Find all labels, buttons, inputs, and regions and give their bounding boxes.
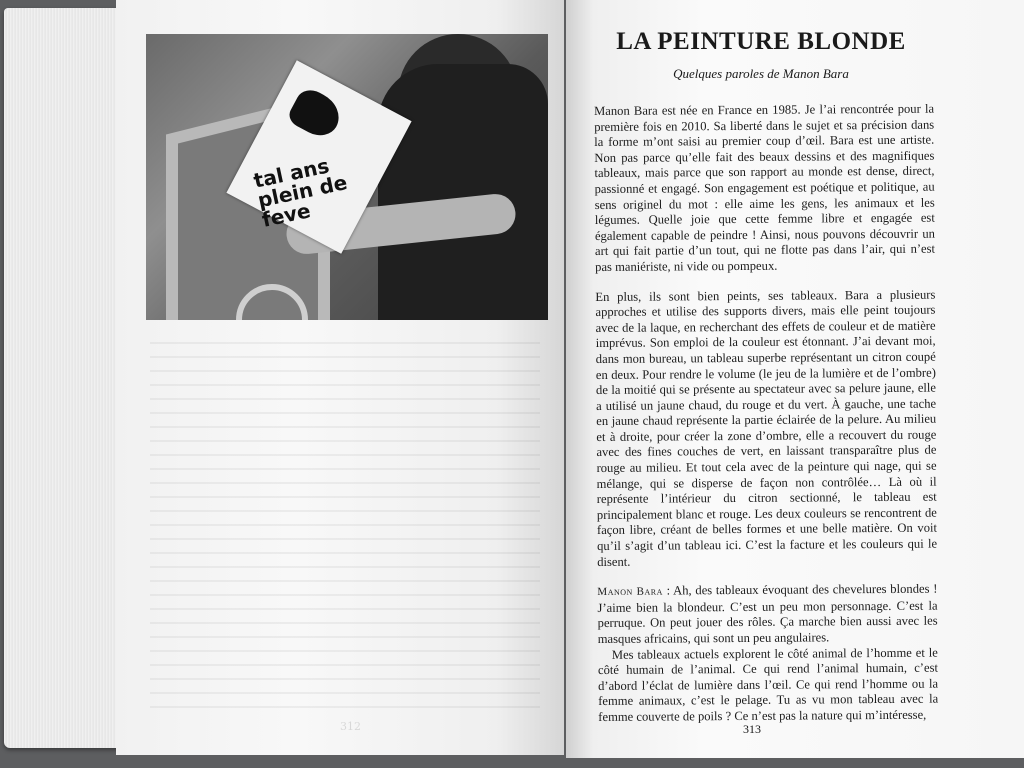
- paragraph-1: Manon Bara est née en France en 1985. Je l’ai rencontrée pour la première fois en 2010. Sa liberté dans le sujet et sa précision dans la forme m’ont saisi au premier coup d’œil. Bara est une artiste. Non pas parce qu’elle fait des beaux dessins et des magnifiques tableaux, mais parce que son rapport au monde est dense, direct, passionné et engagé. Son engagement est poétique et politique, au sens originel du mot : elle aime les gens, les animaux et les légumes. Quelle joie que cette femme libre et engagée est également capable de peindre ! Ainsi, nous pouvons découvrir un art qui fait partie d’un tout, qui ne flotte pas dans l’air, qui n’est pas maniériste, ni vide ou pompeux.: [594, 101, 936, 274]
- show-through-text: [150, 330, 540, 710]
- artist-photo: [146, 34, 548, 320]
- dialogue-paragraph-1: [597, 582, 937, 648]
- chapter-title: LA PEINTURE BLONDE: [616, 28, 906, 55]
- page-edges: [4, 8, 124, 748]
- artwork-scribble: tal ans plein de feve: [251, 153, 350, 232]
- dialogue-paragraph-2: Mes tableaux actuels explorent le côté animal de l’homme et le côté humain de l’animal. Ce qui rend l’animal humain, c’est d’abord l’éclat de lumière dans l’œil. Ce qui rend l’homme ou la femme animaux, c’est le pelage. Tu as vu mon tableau avec la femme couverte de poils ? Ce n’est pas la nature qui m’intéresse,: [597, 645, 939, 724]
- chapter-subtitle: Quelques paroles de Manon Bara: [673, 66, 849, 81]
- body-text: [594, 102, 938, 726]
- artwork-blob: [285, 85, 346, 143]
- person-figure: [378, 64, 548, 320]
- page-number: 313: [743, 722, 761, 736]
- paragraph-2: En plus, ils sont bien peints, ses tableaux. Bara a plusieurs approches et utilise des supports divers, mais elle peint toujours avec de la laque, en recherchant des effets de couleur et de matière imprévus. Son emploi de la couleur est étonnant. J’ai devant moi, dans mon bureau, un tableau superbe représentant un citron coupé en deux. Pour rendre le volume (le jeu de la lumière et de l’ombre) de la moitié qui se présente au spectateur avec sa pelure jaune, elle a utilisé un jaune chaud, du rouge et du vert. À gauche, une tache en jaune chaud représente la partie éclairée de la pelure. Au milieu et à droite, pour créer la zone d’ombre, elle a recouvert du rouge avec des fines couches de vert, en laissant transparaître plus de rouge au milieu. Et tout cela avec de la peinture qui nage, qui se mélange, qui se disperse de façon non contrôlée… Là où il représente l’intérieur du citron sectionné, le tableau est principalement blanc et rouge. Les deux couleurs se rencontrent de façon libre, créant de belles formes et une belle matière. On voit qu’il s’agit d’un tableau ici. C’est la facture et les couleurs qui le disent.: [595, 287, 938, 569]
- speaker-label: Manon Bara: [597, 585, 663, 599]
- dialogue-text-1: : Ah, des tableaux évoquant des chevelures blondes ! J’aime bien la blondeur. C’est un peu mon personnage. C’est la perruque. On peut jouer des rôles. Ça marche bien aussi avec les masques africains, qui sont un peu angulaires.: [597, 581, 938, 646]
- left-folio-ghost: 312: [340, 720, 361, 733]
